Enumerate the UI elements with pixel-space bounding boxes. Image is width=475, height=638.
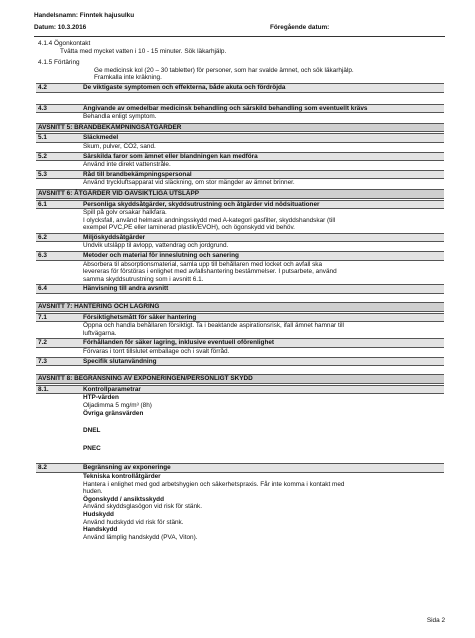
body-text: samma skyddsutrustning som i avsnitt 6.1. <box>83 275 204 283</box>
subsection-number: 6.4 <box>38 285 47 293</box>
subsection-number: 8.2 <box>38 464 47 472</box>
subsection-title: Förhållanden för säker lagring, inklusive eventuell oförenlighet <box>83 339 275 347</box>
subsection-title: Begränsning av exponeringe <box>83 464 171 472</box>
body-text: Ge medicinsk kol (20 – 30 tabletter) för personer, som har svalde ämnet, och sök läkarhjälp. <box>94 66 354 74</box>
subsection-row <box>36 152 444 162</box>
document-date: Datum: 10.3.2016 <box>34 24 87 31</box>
subsection-title: Metoder och material för inneslutning och sanering <box>83 252 239 260</box>
subsection-number: 4.3 <box>38 104 47 112</box>
body-text: Använd skyddsglasögon vid risk för stänk. <box>83 503 202 511</box>
subsection-title: Råd till brandbekämpningspersonal <box>83 170 192 178</box>
subsection-number: 7.1 <box>38 313 47 321</box>
body-text: Absorbera til absorptionsmaterial, samla upp till behållaren med locket och avfall ska <box>83 260 323 268</box>
subsection-title: Miljöskyddsåtgärder <box>83 233 146 241</box>
field-label: Hudskydd <box>83 510 114 518</box>
subsection-title: Släckmedel <box>83 134 119 142</box>
subsection-title: Angivande av omedelbar medicinsk behandling och särskild behandling som eventuellt krävs <box>83 104 368 112</box>
subsection-row <box>36 251 444 261</box>
subsection-number: 5.3 <box>38 170 47 178</box>
subsection-label: 4.1.5 Förtäring <box>38 59 80 67</box>
subsection-row <box>36 284 444 294</box>
document-header <box>34 12 445 37</box>
body-text: Skum, pulver, CO2, sand. <box>83 142 156 150</box>
section-heading: AVSNITT 5: BRANDBEKÄMPNINGSÅTGÄRDER <box>36 123 444 133</box>
subsection-title: Försiktighetsmått för säker hantering <box>83 313 197 321</box>
subsection-title: Hänvisning till andra avsnitt <box>83 285 169 293</box>
body-text: Framkalla inte kräkning. <box>94 74 162 82</box>
subsection-number: 7.2 <box>38 339 47 347</box>
previous-date: Föregående datum: <box>270 24 330 31</box>
subsection-row <box>36 104 444 114</box>
subsection-title: Kontrollparametrar <box>83 385 141 393</box>
body-text: Tvätta med mycket vatten i 10 - 15 minuter. Sök läkarhjälp. <box>60 47 227 55</box>
body-text: Spill på golv orsakar halkfara. <box>83 209 167 217</box>
subsection-row <box>36 357 444 367</box>
subsection-row <box>36 83 444 93</box>
product-name: Handelsnamn: Finntek hajusulku <box>34 12 135 19</box>
subsection-number: 6.2 <box>38 233 47 241</box>
subsection-row <box>36 233 444 243</box>
subsection-number: 6.3 <box>38 252 47 260</box>
body-text: levereras för förstöras i enlighet med avfallshantering bestämmelser. I putsarbete, använd <box>83 268 337 276</box>
section-heading: AVSNITT 7: HANTERING OCH LAGRING <box>36 302 444 312</box>
field-label: Övriga gränsvärden <box>83 409 144 417</box>
section-heading: AVSNITT 6: ÅTGÄRDER VID OAVSIKTLIGA UTSLÄPP <box>36 189 444 199</box>
subsection-title: De viktigaste symptomen och effekterna, både akuta och fördröjda <box>83 83 286 91</box>
body-text: Förvaras i torrt tillslutet emballage och i svalt förråd. <box>83 348 230 355</box>
body-text: huden. <box>83 488 103 496</box>
subsection-row <box>36 170 444 180</box>
subsection-row <box>36 385 444 395</box>
subsection-number: 5.1 <box>38 134 47 142</box>
subsection-number: 8.1. <box>38 385 49 393</box>
body-text: Använd inte direkt vattenstråle. <box>83 161 171 169</box>
subsection-title: Specifik slutanvändning <box>83 357 157 365</box>
subsection-number: 7.3 <box>38 357 47 365</box>
body-text: Använd hudskydd vid risk för stänk. <box>83 518 184 526</box>
body-text: luftvägarna. <box>83 329 117 337</box>
field-label: Handskydd <box>83 526 118 534</box>
body-text: Hantera i enlighet med god arbetshygien och säkerhetspraxis. Får inte komma i kontakt med <box>83 480 345 488</box>
body-text: Öppna och handla behållaren försiktigt. Ta i beaktande aspirationsrisk, ifall ämnet hamnar till <box>83 322 344 330</box>
body-text: Behandla enligt symptom. <box>83 113 157 121</box>
body-text: Använd lämplig handskydd (PVA, Viton). <box>83 533 198 541</box>
body-text: I olycksfall, använd helmask andningsskydd med A-kategori gasfilter, skyddshandskar (till <box>83 216 336 224</box>
subsection-number: 6.1 <box>38 200 47 208</box>
subsection-row <box>36 463 444 473</box>
field-label: Tekniska kontrollåtgärder <box>83 472 161 480</box>
field-label: Ögonskydd / ansiktsskydd <box>83 495 164 503</box>
body-text: Använd tryckluftsapparat vid släckning, om stor mängder av ämnet brinner. <box>83 179 295 187</box>
subsection-row <box>36 133 444 143</box>
subsection-row <box>36 338 444 348</box>
field-label: HTP-värden <box>83 394 119 402</box>
field-label: DNEL <box>83 427 101 435</box>
body-text: Oljadimma 5 mg/m³ (8h) <box>83 401 152 409</box>
subsection-title: Särskilda faror som ämnet eller blandningen kan medföra <box>83 152 258 160</box>
field-label: PNEC <box>83 444 101 452</box>
subsection-number: 4.2 <box>38 83 47 91</box>
body-text: Undvik utsläpp til avlopp, vattendrag och jordgrund. <box>83 242 229 250</box>
subsection-title: Personliga skyddsåtgärder, skyddsutrustning och åtgärder vid nödsituationer <box>83 200 320 208</box>
document-body <box>36 40 444 541</box>
subsection-row <box>36 200 444 210</box>
body-text: exempel PVC,PE eller laminerad plastik/EVOH), och ögonskydd vid behöv. <box>83 224 295 232</box>
subsection-row <box>36 313 444 323</box>
section-heading: AVSNITT 8: BEGRÄNSNING AV EXPONERINGEN/PERSONLIGT SKYDD <box>36 374 444 384</box>
subsection-number: 5.2 <box>38 152 47 160</box>
page-number: Sida 2 <box>426 617 445 624</box>
subsection-label: 4.1.4 Ögonkontakt <box>38 40 91 47</box>
